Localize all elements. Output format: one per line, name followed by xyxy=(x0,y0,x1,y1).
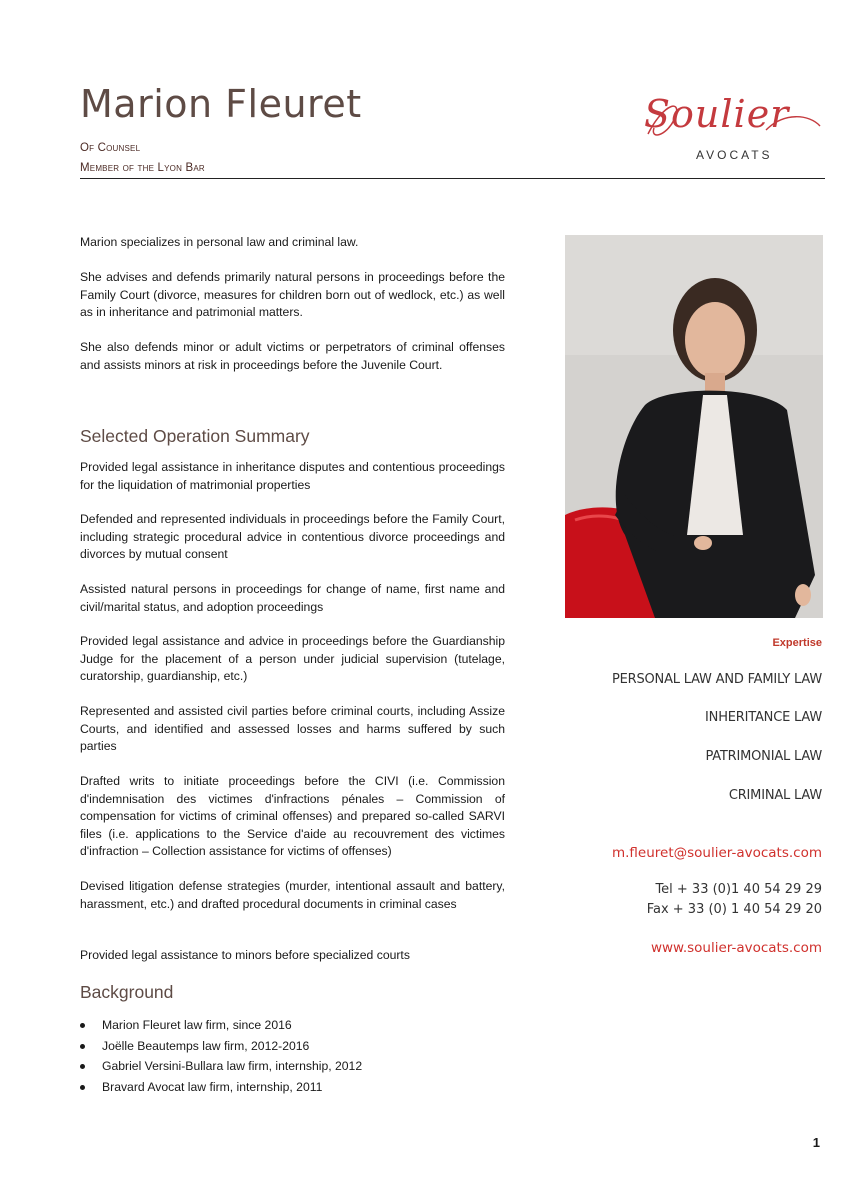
bullet-icon xyxy=(80,1064,85,1069)
person-name: Marion Fleuret xyxy=(80,82,362,126)
background-item xyxy=(80,1036,362,1057)
operation-item: Devised litigation defense strategies (murder, intentional assault and battery, harassment, etc.) and drafted procedural documents in criminal cases xyxy=(80,879,505,911)
background-heading: Background xyxy=(80,982,174,1002)
expertise-item: CRIMINAL LAW xyxy=(728,788,822,803)
intro-paragraph: Marion specializes in personal law and criminal law. xyxy=(80,235,359,249)
firm-logo xyxy=(644,92,826,166)
operation-item: Provided legal assistance to minors before specialized courts xyxy=(80,948,410,962)
background-item xyxy=(80,1015,362,1036)
background-item xyxy=(80,1077,362,1098)
portrait-illustration xyxy=(565,235,823,618)
logo-subtitle: AVOCATS xyxy=(696,148,773,162)
background-item xyxy=(80,1056,362,1077)
expertise-heading: Expertise xyxy=(772,637,822,649)
expertise-item: PATRIMONIAL LAW xyxy=(705,749,822,764)
operation-item: Defended and represented individuals in proceedings before the Family Court, including strategic procedural advice in contentious divorce proceedings and divorces by mutual consent xyxy=(80,512,505,561)
fax-number: Fax + 33 (0) 1 40 54 29 20 xyxy=(646,902,822,917)
operation-item: Drafted writs to initiate proceedings before the CIVI (i.e. Commission d'indemnisation des victimes d'infractions pénales – Commission of compensation for victims of criminal offenses) and prepared so-called SARVI files (i.e. applications to the Service d'aide au recouvrement des victimes d'infraction – Collection assistance for victims of offenses) xyxy=(80,774,505,858)
phone-number: Tel + 33 (0)1 40 54 29 29 xyxy=(655,882,822,897)
background-item-text: Marion Fleuret law firm, since 2016 xyxy=(102,1018,292,1032)
bar-membership: Member of the Lyon Bar xyxy=(80,162,205,174)
email-link[interactable]: m.fleuret@soulier-avocats.com xyxy=(611,845,822,861)
bullet-icon xyxy=(80,1023,85,1028)
operation-item: Provided legal assistance and advice in proceedings before the Guardianship Judge for the placement of a person under judicial supervision (tutelage, curatorship, guardianship, etc.) xyxy=(80,634,505,683)
logo-script-text: Soulier xyxy=(644,92,790,136)
job-title: Of Counsel xyxy=(80,142,141,154)
page-number: 1 xyxy=(812,1135,820,1150)
background-item-text: Bravard Avocat law firm, internship, 2011 xyxy=(102,1079,323,1094)
bullet-icon xyxy=(80,1044,85,1049)
background-list xyxy=(80,1015,362,1097)
intro-paragraph: She also defends minor or adult victims or perpetrators of criminal offenses and assists minors at risk in proceedings before the Juvenile Court. xyxy=(80,340,505,372)
operations-heading: Selected Operation Summary xyxy=(80,426,310,446)
expertise-item: INHERITANCE LAW xyxy=(705,710,822,725)
bullet-icon xyxy=(80,1085,85,1090)
operation-item: Assisted natural persons in proceedings for change of name, first name and civil/marital status, and adoption proceedings xyxy=(80,582,505,614)
portrait-photo xyxy=(565,235,823,618)
operation-item: Represented and assisted civil parties before criminal courts, including Assize Courts, and identified and assessed losses and harms suffered by such parties xyxy=(80,704,505,753)
background-item-text: Joëlle Beautemps law firm, 2012-2016 xyxy=(102,1038,310,1053)
intro-paragraph: She advises and defends primarily natural persons in proceedings before the Family Court (divorce, measures for children born out of wedlock, etc.) as well as in inheritance and patrimonial matters. xyxy=(80,270,505,319)
operation-item: Provided legal assistance in inheritance disputes and contentious proceedings for the liquidation of matrimonial properties xyxy=(80,460,505,492)
website-link[interactable]: www.soulier-avocats.com xyxy=(650,940,822,956)
header-divider xyxy=(80,178,825,179)
background-item-text: Gabriel Versini-Bullara law firm, internship, 2012 xyxy=(102,1059,363,1073)
expertise-item: PERSONAL LAW AND FAMILY LAW xyxy=(611,672,822,687)
